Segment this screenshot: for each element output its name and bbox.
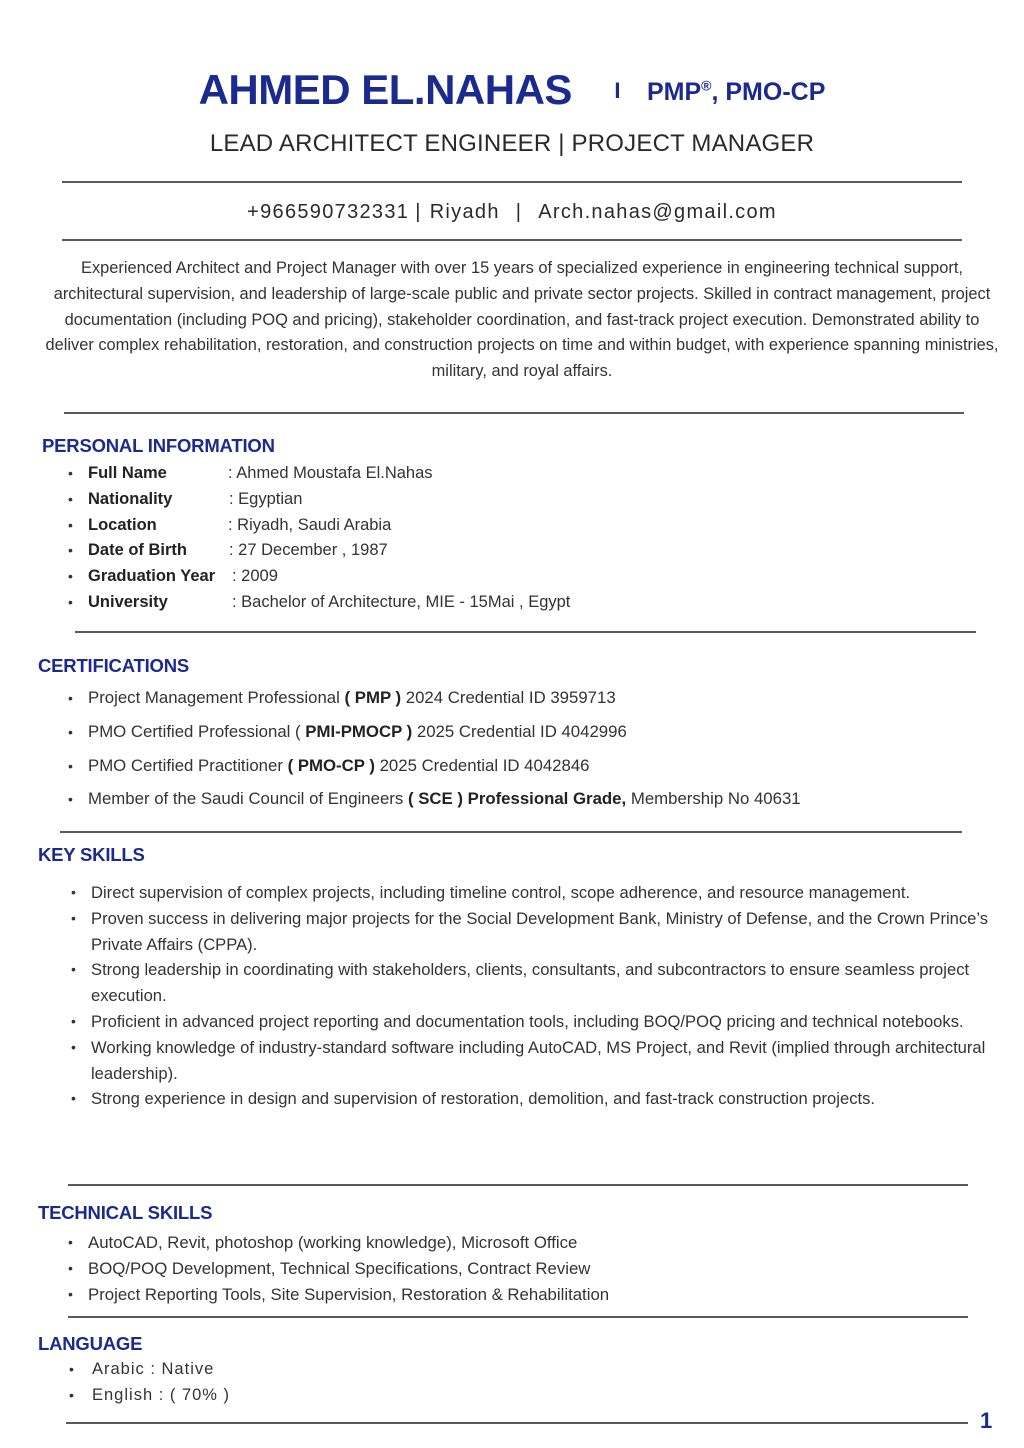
divider [64,412,964,414]
field-value: : Egyptian [229,489,303,508]
skill-text: Working knowledge of industry-standard software including AutoCAD, MS Project, and Revit (implied through architectural leadership). [91,1037,986,1083]
header-name-row [0,66,1024,114]
bullet-icon: • [68,1285,73,1302]
language-list [69,1356,231,1408]
field-value: : Bachelor of Architecture, MIE - 15Mai , Egypt [232,592,571,611]
divider [68,1184,968,1186]
cert-acronym: ( PMO-CP ) [287,755,375,775]
list-item [71,1086,996,1112]
field-value: : Ahmed Moustafa El.Nahas [228,464,433,482]
list-item [68,513,570,539]
certifications-list [68,687,801,822]
cert-detail: 2025 Credential ID 4042996 [412,721,627,741]
credential-pmp: PMP [646,78,702,106]
professional-summary: Experienced Architect and Project Manager with over 15 years of specialized experience in engineering technical support, architectural supervision, and leadership of large-scale public and private sector projects. Skilled in contract management, project documentation (including POQ and pricing), stakeholder coordination, and fast-track project execution. Demonstrated ability to deliver complex rehabilitation, restoration, and construction projects on time and within budget, with experience spanning ministries, military, and royal affairs. [45,259,999,381]
skill-text: Strong leadership in coordinating with stakeholders, clients, consultants, and subcontractors to ensure seamless project execution. [91,960,970,1006]
list-item [68,721,801,755]
bullet-icon: • [68,723,73,740]
email-link[interactable]: Arch.nahas@gmail.com [538,201,777,223]
job-title: LEAD ARCHITECT ENGINEER | PROJECT MANAGER [209,130,815,157]
section-heading-personal-information: PERSONAL INFORMATION [42,435,275,456]
field-label: Full Name [88,464,167,482]
section-heading-key-skills: KEY SKILLS [38,844,145,865]
list-item [68,788,801,822]
list-item [68,538,570,564]
cert-detail: 2025 Credential ID 4042846 [374,755,590,775]
field-label: Date of Birth [88,541,187,560]
contact-row [0,201,1024,224]
bullet-icon: • [68,1234,73,1250]
list-item [71,906,996,958]
list-item [69,1356,230,1382]
skill-text: BOQ/POQ Development, Technical Specifications, Contract Review [88,1258,591,1278]
bullet-icon: • [68,1259,73,1276]
contact-separator: | [515,201,523,223]
language-text: Arabic : Native [92,1360,215,1378]
list-item [68,487,570,513]
name-separator: I [614,78,621,103]
list-item [68,1230,609,1256]
cert-name: Member of the Saudi Council of Engineers [88,789,408,809]
bullet-icon: • [71,884,76,900]
field-value: : 2009 [232,567,278,586]
divider [75,631,976,633]
divider [62,181,962,183]
bullet-icon: • [69,1361,75,1377]
field-label: Graduation Year [88,567,216,586]
section-heading-technical-skills: TECHNICAL SKILLS [38,1202,213,1223]
bullet-icon: • [71,1012,76,1029]
divider [60,831,962,833]
cert-name: Project Management Professional [88,688,345,707]
field-value: : 27 December , 1987 [229,541,388,560]
list-item [69,1382,231,1408]
city: Riyadh [429,201,500,223]
candidate-name: AHMED EL.NAHAS [198,66,572,113]
skill-text: Project Reporting Tools, Site Supervision, Restoration & Rehabilitation [88,1284,610,1304]
cert-acronym: ( SCE ) Professional Grade, [407,789,627,809]
bullet-icon: • [68,690,73,706]
cert-acronym: PMI-PMOCP ) [305,721,413,741]
skill-text: Direct supervision of complex projects, including timeline control, scope adherence, and resource management. [91,883,911,902]
list-item [68,461,570,487]
technical-skills-list [68,1230,610,1307]
bullet-icon: • [68,542,73,559]
list-item [68,687,801,721]
registered-mark: ® [701,77,712,94]
skill-text: AutoCAD, Revit, photoshop (working knowledge), Microsoft Office [88,1233,578,1252]
list-item [71,957,996,1009]
skill-text: Strong experience in design and supervision of restoration, demolition, and fast-track construction projects. [91,1089,876,1109]
bullet-icon: • [68,593,73,610]
bullet-icon: • [71,1038,76,1055]
cert-acronym: ( PMP ) [344,688,402,707]
cert-name: PMO Certified Practitioner [88,755,288,775]
bullet-icon: • [69,1387,75,1403]
divider [62,239,962,241]
field-value: : Riyadh, Saudi Arabia [228,515,392,534]
cert-name: PMO Certified Professional ( [88,721,306,741]
bullet-icon: • [68,490,73,507]
bullet-icon: • [71,909,76,926]
section-heading-certifications: CERTIFICATIONS [38,655,190,676]
skill-text: Proficient in advanced project reporting and documentation tools, including BOQ/POQ pricing and technical notebooks. [91,1011,964,1031]
bullet-icon: • [71,1090,76,1107]
bullet-icon: • [68,568,73,585]
field-label: University [88,592,168,611]
credential-pmo-cp: , PMO-CP [711,78,826,106]
phone-number[interactable]: +966590732331 [247,201,410,223]
key-skills-list [71,880,996,1112]
section-heading-language: LANGUAGE [38,1333,143,1354]
credentials [647,78,825,106]
divider [66,1422,968,1424]
personal-information-list [68,461,571,616]
contact-separator: | [415,201,422,223]
field-label: Location [88,515,157,534]
list-item [68,564,570,590]
list-item [71,1009,996,1035]
bullet-icon: • [68,757,73,774]
bullet-icon: • [68,791,73,808]
list-item [68,755,801,789]
bullet-icon: • [71,961,76,978]
skill-text: Proven success in delivering major projects for the Social Development Bank, Ministry of Defense, and the Crown Prince’s Private Affairs (CPPA). [91,908,989,954]
list-item [71,1035,996,1087]
cert-detail: 2024 Credential ID 3959713 [401,688,616,707]
list-item [68,1282,610,1308]
language-text: English : ( 70% ) [92,1386,231,1404]
divider [68,1316,968,1318]
bullet-icon: • [68,465,73,481]
field-label: Nationality [88,489,173,508]
list-item [68,590,571,616]
list-item [68,1256,609,1282]
list-item [71,880,996,906]
bullet-icon: • [68,516,73,533]
cert-detail: Membership No 40631 [626,789,801,809]
page-number: 1 [980,1408,993,1433]
